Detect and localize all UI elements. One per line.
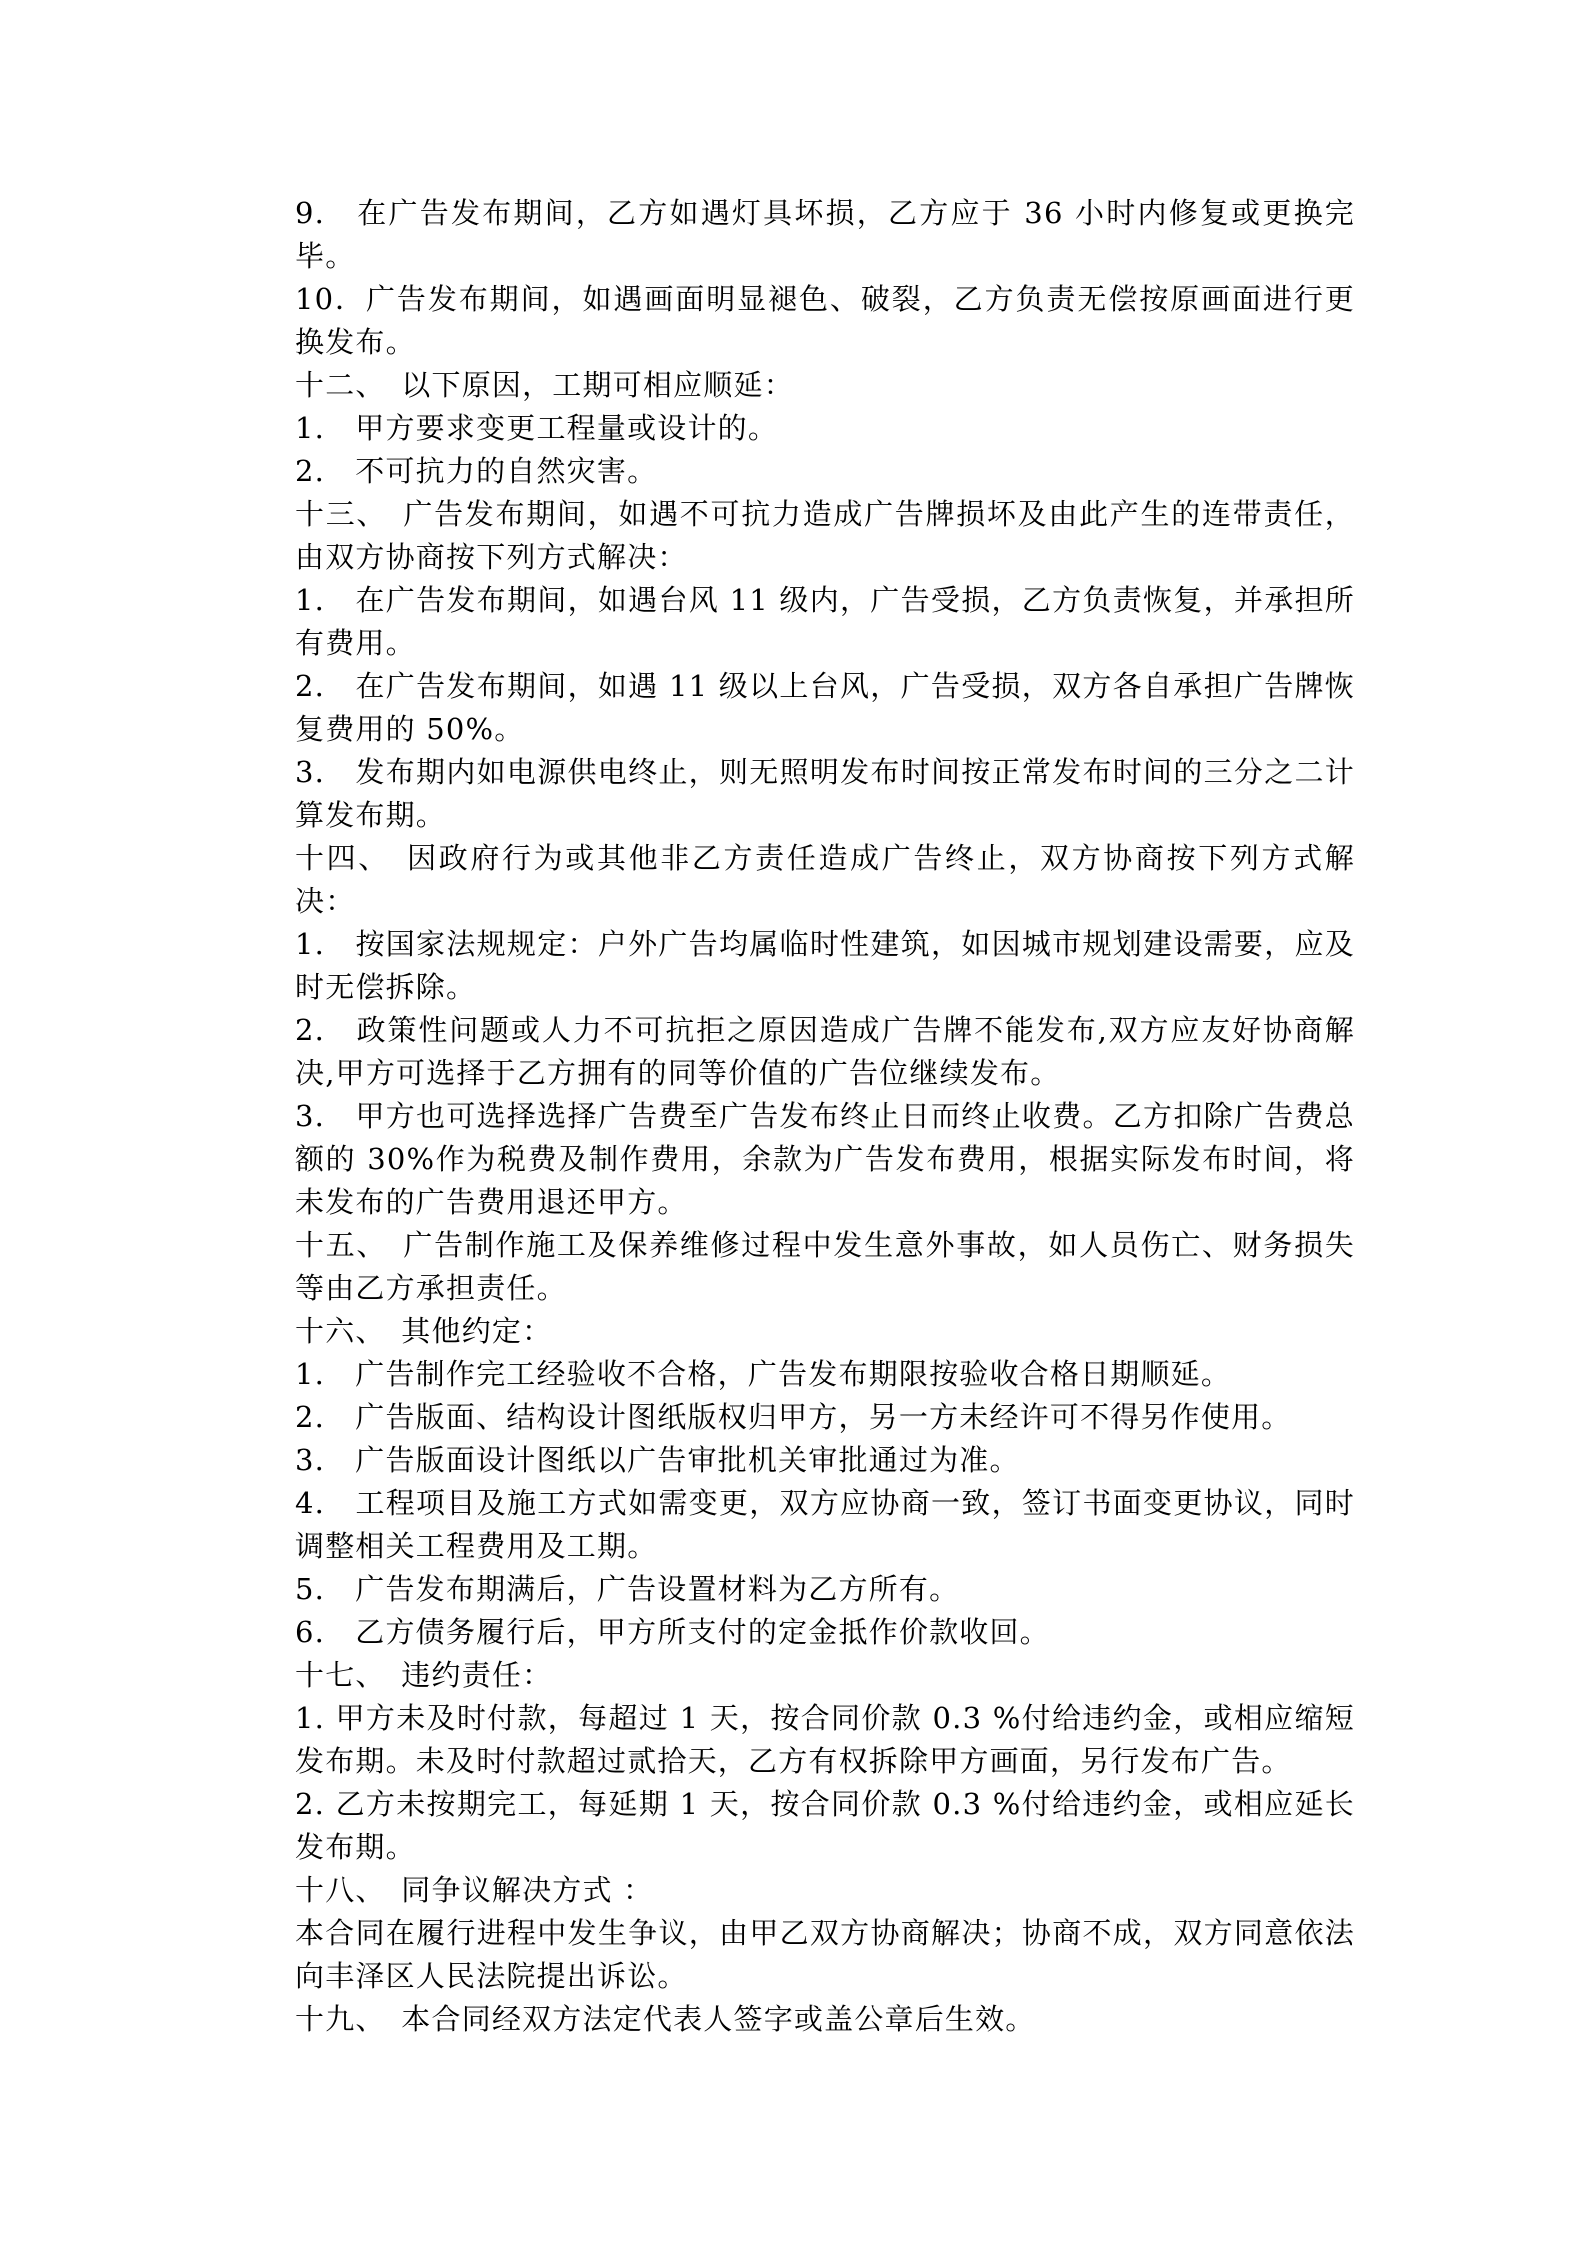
section-12-item-1: 1. 甲方要求变更工程量或设计的。 xyxy=(295,411,779,445)
section-17-heading: 十七、 违约责任： xyxy=(295,1658,553,1692)
section-16-item-4: 4. 工程项目及施工方式如需变更，双方应协商一致，签订书面变更协议，同时调整相关工程费用及工期。 xyxy=(295,1486,1355,1563)
section-13-item-1: 1. 在广告发布期间，如遇台风 11 级内，广告受损，乙方负责恢复，并承担所有费用。 xyxy=(295,583,1355,660)
section-16-heading: 十六、 其他约定： xyxy=(295,1314,553,1348)
section-18-heading: 十八、 同争议解决方式 ： xyxy=(295,1873,654,1907)
section-14-item-3: 3. 甲方也可选择选择广告费至广告发布终止日而终止收费。乙方扣除广告费总额的 30%作为税费及制作费用，余款为广告发布费用，根据实际发布时间，将未发布的广告费用退还甲方。 xyxy=(295,1099,1355,1219)
section-17-item-1: 1. 甲方未及时付款，每超过 1 天，按合同价款 0.3 %付给违约金，或相应缩短发布期。未及时付款超过贰拾天，乙方有权拆除甲方画面，另行发布广告。 xyxy=(295,1701,1355,1778)
section-19-heading: 十九、 本合同经双方法定代表人签字或盖公章后生效。 xyxy=(295,2002,1036,2036)
section-16-item-3: 3. 广告版面设计图纸以广告审批机关审批通过为准。 xyxy=(295,1443,1020,1477)
clause-item-9: 9. 在广告发布期间，乙方如遇灯具坏损，乙方应于 36 小时内修复或更换完毕。 xyxy=(295,196,1355,273)
section-14-item-2: 2. 政策性问题或人力不可抗拒之原因造成广告牌不能发布,双方应友好协商解决,甲方可选择于乙方拥有的同等价值的广告位继续发布。 xyxy=(295,1013,1355,1090)
section-13-heading: 十三、 广告发布期间，如遇不可抗力造成广告牌损坏及由此产生的连带责任，由双方协商按下列方式解决： xyxy=(295,497,1355,574)
section-16-item-2: 2. 广告版面、结构设计图纸版权归甲方，另一方未经许可不得另作使用。 xyxy=(295,1400,1292,1434)
section-13-item-2: 2. 在广告发布期间，如遇 11 级以上台风，广告受损，双方各自承担广告牌恢复费用的 50%。 xyxy=(295,669,1355,746)
section-13-item-3: 3. 发布期内如电源供电终止，则无照明发布时间按正常发布时间的三分之二计算发布期。 xyxy=(295,755,1355,832)
section-17-item-2: 2. 乙方未按期完工，每延期 1 天，按合同价款 0.3 %付给违约金，或相应延长发布期。 xyxy=(295,1787,1355,1864)
section-12-item-2: 2. 不可抗力的自然灾害。 xyxy=(295,454,658,488)
section-18-body: 本合同在履行进程中发生争议，由甲乙双方协商解决；协商不成，双方同意依法向丰泽区人民法院提出诉讼。 xyxy=(295,1916,1355,1993)
section-16-item-5: 5. 广告发布期满后，广告设置材料为乙方所有。 xyxy=(295,1572,960,1606)
section-14-item-1: 1. 按国家法规规定：户外广告均属临时性建筑，如因城市规划建设需要，应及时无偿拆除。 xyxy=(295,927,1355,1004)
section-16-item-1: 1. 广告制作完工经验收不合格，广告发布期限按验收合格日期顺延。 xyxy=(295,1357,1232,1391)
section-16-item-6: 6. 乙方债务履行后，甲方所支付的定金抵作价款收回。 xyxy=(295,1615,1050,1649)
clause-item-10: 10．广告发布期间，如遇画面明显褪色、破裂，乙方负责无偿按原画面进行更换发布。 xyxy=(295,282,1355,359)
document-body xyxy=(295,192,1355,2041)
section-12-heading: 十二、 以下原因，工期可相应顺延： xyxy=(295,368,794,402)
section-14-heading: 十四、 因政府行为或其他非乙方责任造成广告终止，双方协商按下列方式解决： xyxy=(295,841,1355,918)
section-15-heading: 十五、 广告制作施工及保养维修过程中发生意外事故，如人员伤亡、财务损失等由乙方承担责任。 xyxy=(295,1228,1355,1305)
